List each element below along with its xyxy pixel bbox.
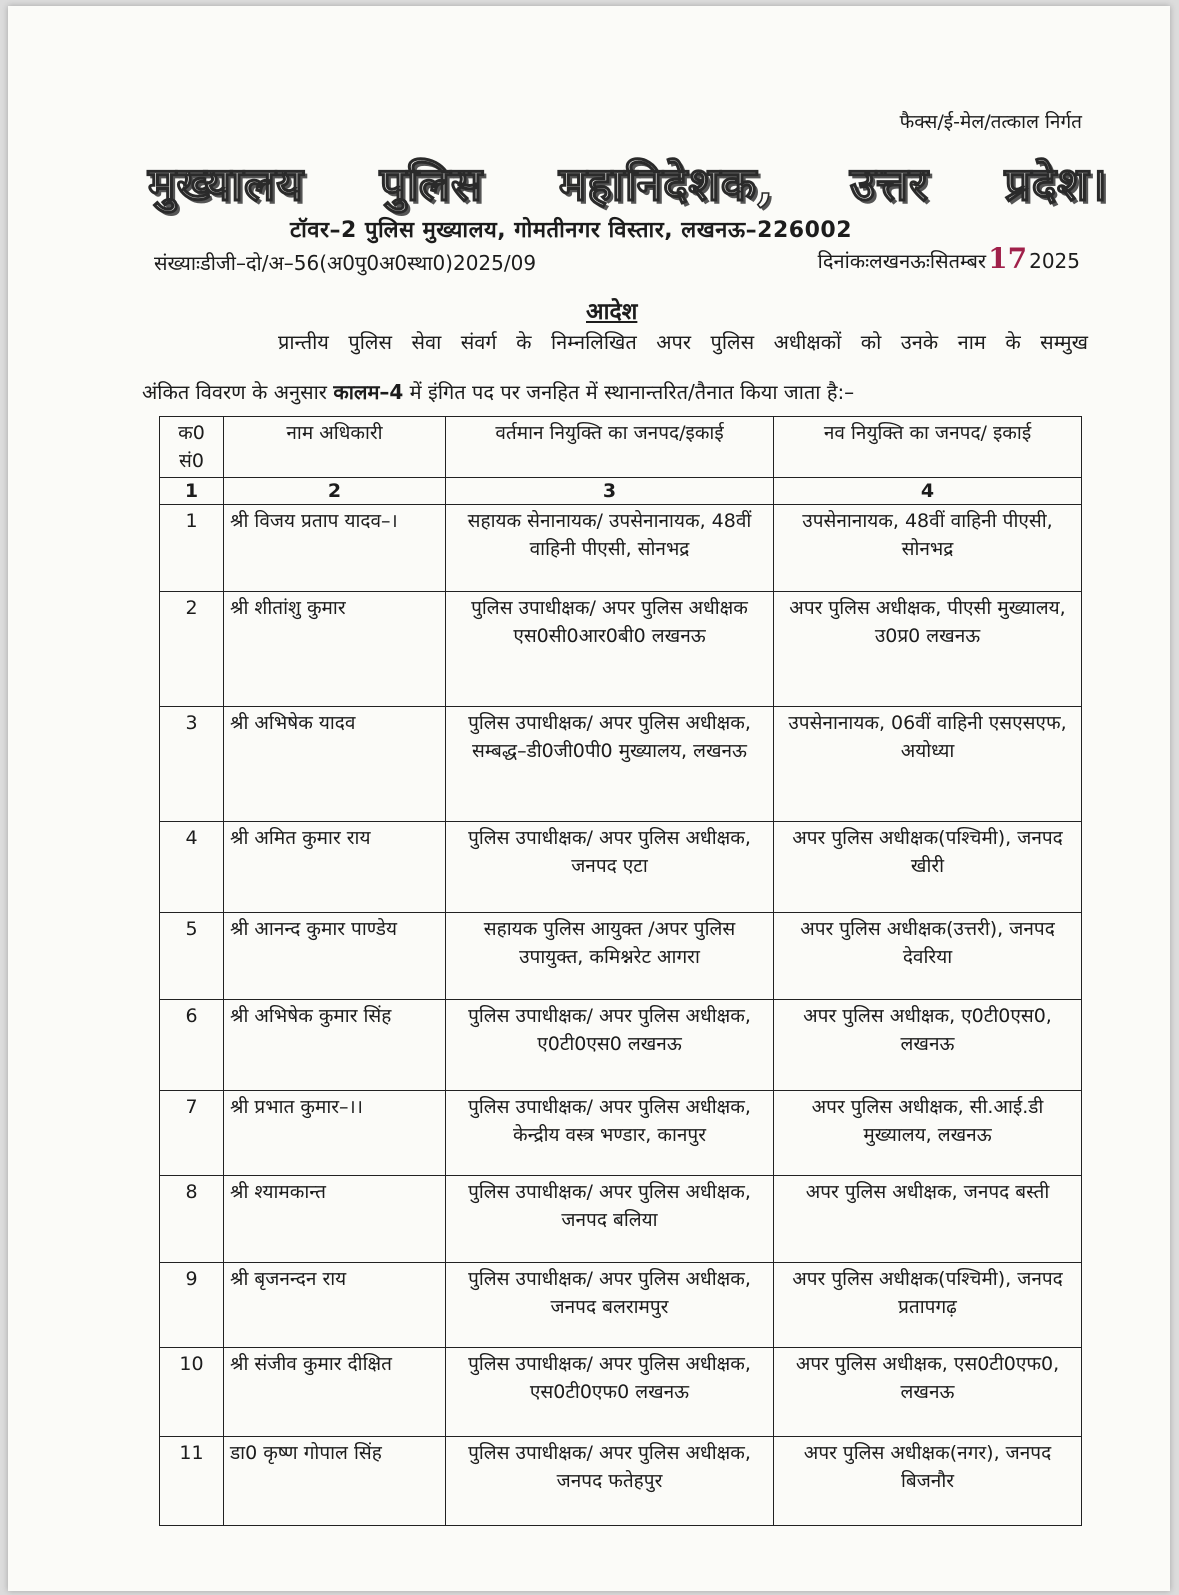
serial-cell: 9: [160, 1263, 224, 1348]
new-posting-cell: अपर पुलिस अधीक्षक(पश्चिमी), जनपद प्रतापगढ़: [774, 1263, 1082, 1348]
serial-cell: 2: [160, 592, 224, 707]
letterhead-word: प्रदेश।: [1004, 157, 1108, 211]
officer-name-cell: डा0 कृष्ण गोपाल सिंह: [224, 1437, 446, 1526]
new-posting-cell: अपर पुलिस अधीक्षक, ए0टी0एस0, लखनऊ: [774, 1000, 1082, 1091]
serial-cell: 5: [160, 913, 224, 1000]
officer-name-cell: श्री संजीव कुमार दीक्षित: [224, 1348, 446, 1437]
table-row: [160, 707, 1082, 822]
column-number: 4: [774, 478, 1082, 505]
table-row: [160, 1176, 1082, 1263]
header-current-posting: वर्तमान नियुक्ति का जनपद/इकाई: [446, 417, 774, 478]
table-row: [160, 913, 1082, 1000]
current-posting-cell: पुलिस उपाधीक्षक/ अपर पुलिस अधीक्षक, जनपद फतेहपुर: [446, 1437, 774, 1526]
order-paragraph-line1: प्रान्तीय पुलिस सेवा संवर्ग के निम्नलिखित अपर पुलिस अधीक्षकों को उनके नाम के सम्मुख: [278, 330, 1088, 354]
new-posting-cell: उपसेनानायक, 48वीं वाहिनी पीएसी, सोनभद्र: [774, 505, 1082, 592]
letterhead-word: महानिदेशक,: [558, 157, 775, 211]
document-page: [8, 6, 1170, 1591]
serial-cell: 3: [160, 707, 224, 822]
table-row: [160, 1263, 1082, 1348]
new-posting-cell: अपर पुलिस अधीक्षक, एस0टी0एफ0, लखनऊ: [774, 1348, 1082, 1437]
new-posting-cell: अपर पुलिस अधीक्षक(पश्चिमी), जनपद खीरी: [774, 822, 1082, 913]
fax-email-line: फैक्स/ई-मेल/तत्काल निर्गत: [899, 111, 1082, 133]
new-posting-cell: अपर पुलिस अधीक्षक(नगर), जनपद बिजनौर: [774, 1437, 1082, 1526]
para2-end: में इंगित पद पर जनहित में स्थानान्तरित/तैनात किया जाता है:–: [403, 380, 855, 404]
reference-number: संख्याःडीजी–दो/अ–56(अ0पु0अ0स्था0)2025/09: [154, 251, 537, 275]
current-posting-cell: पुलिस उपाधीक्षक/ अपर पुलिस अधीक्षक, केन्द्रीय वस्त्र भण्डार, कानपुर: [446, 1091, 774, 1176]
current-posting-cell: पुलिस उपाधीक्षक/ अपर पुलिस अधीक्षक, जनपद एटा: [446, 822, 774, 913]
column-number: 3: [446, 478, 774, 505]
current-posting-cell: सहायक सेनानायक/ उपसेनानायक, 48वीं वाहिनी पीएसी, सोनभद्र: [446, 505, 774, 592]
header-officer-name: नाम अधिकारी: [224, 417, 446, 478]
table-header-row: [160, 417, 1082, 478]
current-posting-cell: पुलिस उपाधीक्षक/ अपर पुलिस अधीक्षक, ए0टी0एस0 लखनऊ: [446, 1000, 774, 1091]
date-prefix: दिनांकःलखनऊःसितम्बर: [817, 249, 987, 273]
header-new-posting: नव नियुक्ति का जनपद/ इकाई: [774, 417, 1082, 478]
header-serial: क0 सं0: [160, 417, 224, 478]
para2-column-ref: कालम–4: [333, 380, 404, 404]
order-date: [818, 242, 1080, 275]
current-posting-cell: पुलिस उपाधीक्षक/ अपर पुलिस अधीक्षक, जनपद बलरामपुर: [446, 1263, 774, 1348]
officer-name-cell: श्री अभिषेक यादव: [224, 707, 446, 822]
serial-cell: 7: [160, 1091, 224, 1176]
officer-name-cell: श्री अमित कुमार राय: [224, 822, 446, 913]
current-posting-cell: पुलिस उपाधीक्षक/ अपर पुलिस अधीक्षक एस0सी0आर0बी0 लखनऊ: [446, 592, 774, 707]
officer-name-cell: श्री अभिषेक कुमार सिंह: [224, 1000, 446, 1091]
current-posting-cell: पुलिस उपाधीक्षक/ अपर पुलिस अधीक्षक, एस0टी0एफ0 लखनऊ: [446, 1348, 774, 1437]
serial-cell: 10: [160, 1348, 224, 1437]
table-row: [160, 592, 1082, 707]
table-row: [160, 1000, 1082, 1091]
current-posting-cell: पुलिस उपाधीक्षक/ अपर पुलिस अधीक्षक, सम्बद्ध–डी0जी0पी0 मुख्यालय, लखनऊ: [446, 707, 774, 822]
officer-name-cell: श्री आनन्द कुमार पाण्डेय: [224, 913, 446, 1000]
para2-start: अंकित विवरण के अनुसार: [142, 380, 334, 404]
new-posting-cell: अपर पुलिस अधीक्षक, जनपद बस्ती: [774, 1176, 1082, 1263]
serial-cell: 6: [160, 1000, 224, 1091]
transfer-table: [159, 416, 1082, 1526]
column-number: 1: [160, 478, 224, 505]
table-row: [160, 505, 1082, 592]
serial-cell: 1: [160, 505, 224, 592]
officer-name-cell: श्री विजय प्रताप यादव–।: [224, 505, 446, 592]
serial-cell: 8: [160, 1176, 224, 1263]
date-year: 2025: [1029, 249, 1080, 273]
serial-cell: 4: [160, 822, 224, 913]
new-posting-cell: अपर पुलिस अधीक्षक(उत्तरी), जनपद देवरिया: [774, 913, 1082, 1000]
table-row: [160, 1437, 1082, 1526]
letterhead-word: मुख्यालय: [148, 157, 304, 211]
letterhead-title: [148, 148, 1108, 218]
officer-name-cell: श्री बृजनन्दन राय: [224, 1263, 446, 1348]
officer-name-cell: श्री श्यामकान्त: [224, 1176, 446, 1263]
letterhead-word: पुलिस: [379, 157, 484, 211]
current-posting-cell: सहायक पुलिस आयुक्त /अपर पुलिस उपायुक्त, कमिश्नरेट आगरा: [446, 913, 774, 1000]
office-address: टॉवर–2 पुलिस मुख्यालय, गोमतीनगर विस्तार, लखनऊ–226002: [290, 218, 853, 243]
order-paragraph-line2: [142, 378, 1042, 405]
handwritten-day: 17: [988, 242, 1028, 275]
order-title: आदेश: [586, 299, 638, 325]
new-posting-cell: अपर पुलिस अधीक्षक, सी.आई.डी मुख्यालय, लखनऊ: [774, 1091, 1082, 1176]
officer-name-cell: श्री शीतांशु कुमार: [224, 592, 446, 707]
current-posting-cell: पुलिस उपाधीक्षक/ अपर पुलिस अधीक्षक, जनपद बलिया: [446, 1176, 774, 1263]
table-row: [160, 1348, 1082, 1437]
table-row: [160, 1091, 1082, 1176]
column-number: 2: [224, 478, 446, 505]
column-number-row: [160, 478, 1082, 505]
serial-cell: 11: [160, 1437, 224, 1526]
new-posting-cell: उपसेनानायक, 06वीं वाहिनी एसएसएफ, अयोध्या: [774, 707, 1082, 822]
new-posting-cell: अपर पुलिस अधीक्षक, पीएसी मुख्यालय, उ0प्र0 लखनऊ: [774, 592, 1082, 707]
letterhead-word: उत्तर: [850, 157, 929, 211]
officer-name-cell: श्री प्रभात कुमार–।।: [224, 1091, 446, 1176]
table-row: [160, 822, 1082, 913]
